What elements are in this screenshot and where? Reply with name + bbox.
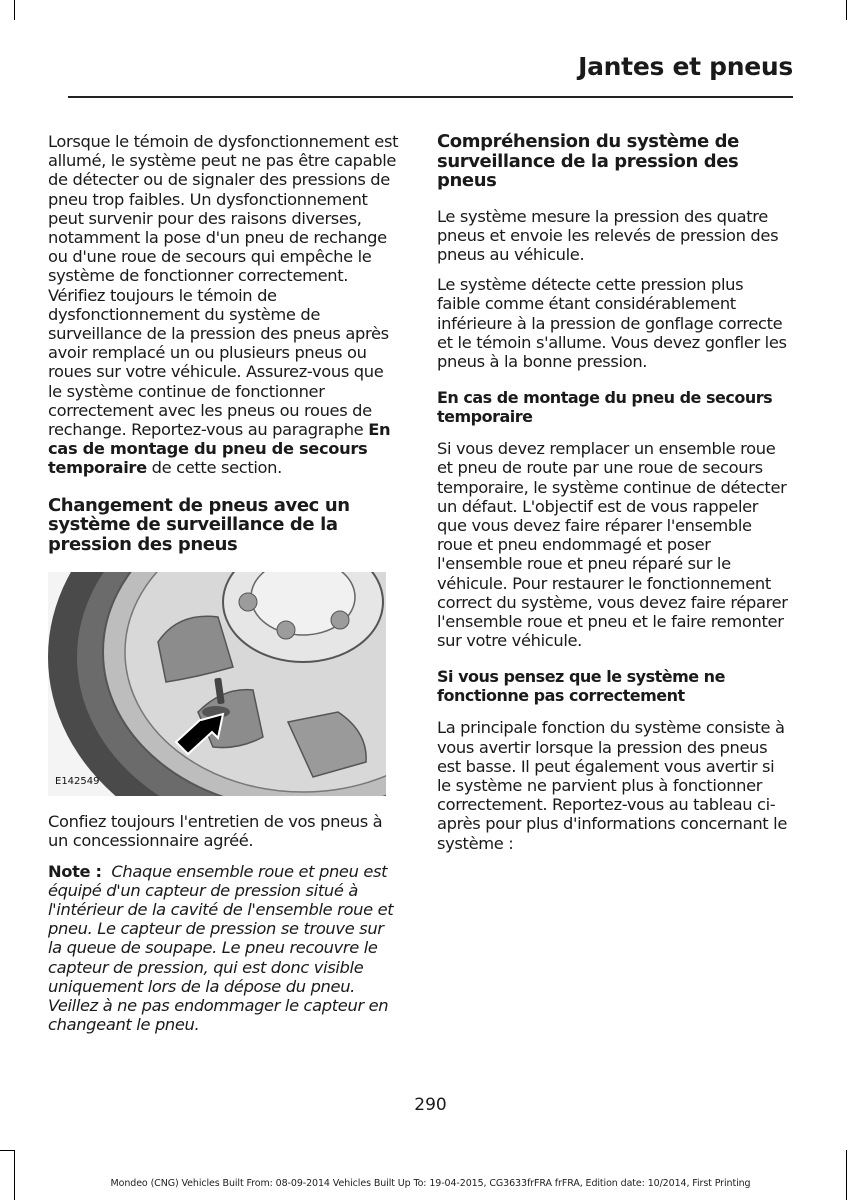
note-paragraph	[48, 862, 401, 1035]
system-paragraph-2: Le système détecte cette pression plus faible comme étant considérablement inférieure à la pression de gonflage correcte et le témoin s'allume. Vous devez gonfler les pneus à la bonne pression.	[437, 275, 787, 371]
dealer-paragraph: Confiez toujours l'entretien de vos pneus à un concessionnaire agréé.	[48, 812, 383, 851]
footer-text: Mondeo (CNG) Vehicles Built From: 08-09-2014 Vehicles Built Up To: 19-04-2015, CG3633frFRA frFRA, Edition date: 10/2014, First Printing	[110, 1178, 751, 1189]
system-heading: Compréhension du système de surveillance de la pression des pneus	[437, 131, 739, 191]
malfunction-paragraph: La principale fonction du système consiste à vous avertir lorsque la pression des pneus est basse. Il peut également vous avertir si le système ne parvient plus à fonctionner correctement. Reportez-vous au tableau ci-après pour plus d'informations concernant le système :	[437, 718, 787, 853]
page-number: 290	[414, 1095, 447, 1115]
crop-mark-top-right	[846, 0, 847, 20]
intro-text: Lorsque le témoin de dysfonctionnement est allumé, le système peut ne pas être capable de détecter ou de signaler des pressions de pneu trop faibles. Un dysfonctionnement peut survenir pour des raisons diverses, notamment la pose d'un pneu de rechange ou d'une roue de secours qui empêche le système de fonctionner correctement. Vérifiez toujours le témoin de dysfonctionnement du système de surveillance de la pression des pneus après avoir remplacé un ou plusieurs pneus ou roues sur votre véhicule. Assurez-vous que le système continue de fonctionner correctement avec les pneus ou roues de rechange. Reportez-vous au paragraphe	[48, 132, 399, 440]
note-label: Note :	[48, 861, 102, 881]
note-text: Chaque ensemble roue et pneu est équipé d'un capteur de pression situé à l'intérieur de la cavité de l'ensemble roue et pneu. Le capteur de pression se trouve sur la queue de soupape. Le pneu recouvre le capteur de pression, qui est donc visible uniquement lors de la dépose du pneu. Veillez à ne pas endommager le capteur en changeant le pneu.	[48, 861, 394, 1035]
spare-tire-reference: En cas de montage du pneu de secours temporaire	[48, 420, 391, 478]
system-paragraph-1: Le système mesure la pression des quatre pneus et envoie les relevés de pression des pneus au véhicule.	[437, 206, 779, 264]
crop-mark-top-left	[14, 0, 15, 20]
spare-tire-paragraph: Si vous devez remplacer un ensemble roue et pneu de route par une roue de secours temporaire, le système continue de détecter un défaut. L'objectif est de vous rappeler que vous devez faire réparer l'ensemble roue et pneu endommagé et poser l'ensemble roue et pneu réparé sur le véhicule. Pour restaurer le fonctionnement correct du système, vous devez faire réparer l'ensemble roue et pneu et le faire remonter sur votre véhicule.	[437, 439, 788, 651]
spare-tire-subheading: En cas de montage du pneu de secours temporaire	[437, 388, 773, 427]
intro-paragraph	[48, 132, 401, 478]
crop-mark-bottom-left	[14, 1150, 15, 1200]
figure-code: E142549	[55, 775, 100, 787]
header-divider	[68, 96, 793, 98]
tire-change-heading: Changement de pneus avec un système de surveillance de la pression des pneus	[48, 494, 350, 555]
wheel-drawing	[48, 572, 386, 796]
page-title: Jantes et pneus	[578, 52, 793, 81]
right-column	[437, 132, 790, 864]
wheel-valve-illustration	[48, 572, 386, 796]
malfunction-subheading: Si vous pensez que le système ne fonctionne pas correctement	[437, 667, 725, 706]
intro-end-text: de cette section.	[146, 458, 282, 478]
crop-mark-bottom-left-h	[0, 1150, 15, 1151]
left-column	[48, 132, 401, 1045]
crop-mark-bottom-right	[846, 1150, 847, 1200]
